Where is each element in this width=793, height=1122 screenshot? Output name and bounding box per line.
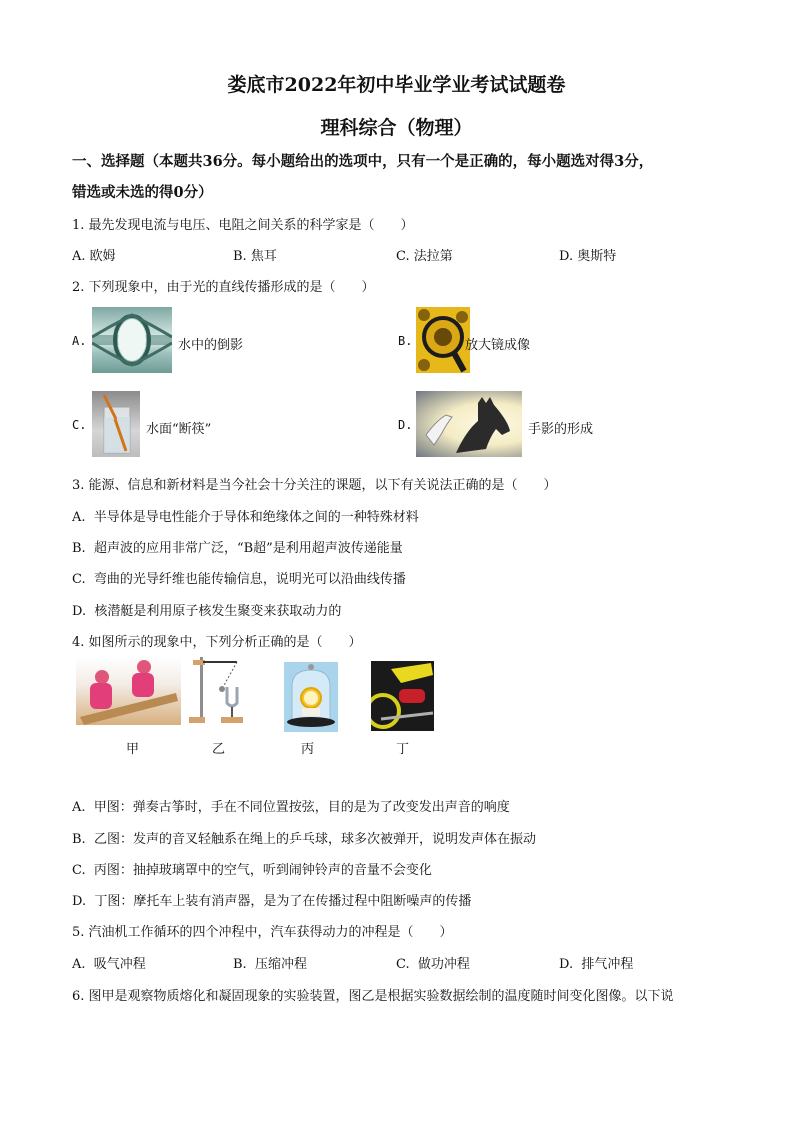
question-2-stem: 2. 下列现象中，由于光的直线传播形成的是（ ）	[72, 280, 375, 295]
bell-jar-clock-image	[284, 662, 338, 732]
q2-option-b-label: B.	[398, 334, 413, 348]
q4-figure-label-ding: 丁	[396, 742, 410, 757]
section-heading-line2: 错选或未选的得0分）	[72, 184, 213, 201]
q2-option-a-caption: 水中的倒影	[178, 338, 244, 353]
q3-option-c: C. 弯曲的光导纤维也能传输信息，说明光可以沿曲线传播	[72, 572, 406, 587]
q1-option-d: D. 奥斯特	[559, 249, 617, 264]
q3-option-a: A. 半导体是导电性能介于导体和绝缘体之间的一种特殊材料	[72, 510, 419, 525]
q4-figure-label-bing: 丙	[301, 742, 315, 757]
q2-option-d-caption: 手影的形成	[528, 422, 594, 437]
hand-shadow-image	[416, 391, 522, 457]
q2-option-a-label: A.	[72, 334, 87, 348]
bridge-reflection-image	[92, 307, 172, 373]
q5-option-b: B. 压缩冲程	[233, 957, 307, 972]
question-1-stem: 1. 最先发现电流与电压、电阻之间关系的科学家是（ ）	[72, 218, 414, 233]
q1-option-b: B. 焦耳	[233, 249, 277, 264]
q4-option-d: D. 丁图：摩托车上装有消声器，是为了在传播过程中阻断噪声的传播	[72, 894, 472, 909]
q3-option-b: B. 超声波的应用非常广泛，“B超”是利用超声波传递能量	[72, 541, 403, 556]
q1-option-a: A. 欧姆	[72, 249, 116, 264]
question-5-stem: 5. 汽油机工作循环的四个冲程中，汽车获得动力的冲程是（ ）	[72, 925, 453, 940]
q2-option-c-label: C.	[72, 418, 87, 432]
q2-option-c-caption: 水面“断筷”	[146, 422, 212, 437]
magnifier-image	[416, 307, 470, 373]
motorcycle-muffler-image	[371, 661, 434, 731]
q5-option-a: A. 吸气冲程	[72, 957, 146, 972]
q1-option-c: C. 法拉第	[396, 249, 453, 264]
question-3-stem: 3. 能源、信息和新材料是当今社会十分关注的课题，以下有关说法正确的是（ ）	[72, 478, 557, 493]
chopstick-in-water-image	[92, 391, 140, 457]
q4-figure-label-yi: 乙	[212, 742, 226, 757]
q3-option-d: D. 核潜艇是利用原子核发生聚变来获取动力的	[72, 604, 342, 619]
q4-option-c: C. 丙图：抽掉玻璃罩中的空气，听到闹钟铃声的音量不会变化	[72, 863, 432, 878]
q5-option-d: D. 排气冲程	[559, 957, 634, 972]
q5-option-c: C. 做功冲程	[396, 957, 470, 972]
q2-option-d-label: D.	[398, 418, 413, 432]
tuning-fork-image	[187, 655, 249, 727]
guzheng-image	[76, 657, 181, 725]
q2-option-b-caption: 放大镜成像	[465, 338, 531, 353]
page-subtitle: 理科综合（物理）	[320, 117, 473, 139]
question-4-stem: 4. 如图所示的现象中，下列分析正确的是（ ）	[72, 635, 362, 650]
q4-option-a: A. 甲图：弹奏古筝时，手在不同位置按弦，目的是为了改变发出声音的响度	[72, 800, 510, 815]
q4-option-b: B. 乙图：发声的音叉轻触系在绳上的乒乓球，球多次被弹开，说明发声体在振动	[72, 832, 536, 847]
question-6-stem: 6. 图甲是观察物质熔化和凝固现象的实验装置，图乙是根据实验数据绘制的温度随时间变化图像。以下说	[72, 989, 674, 1004]
q4-figure-label-jia: 甲	[126, 742, 140, 757]
page-title: 娄底市2022年初中毕业学业考试试题卷	[227, 74, 566, 96]
section-heading-line1: 一、选择题（本题共36分。每小题给出的选项中，只有一个是正确的，每小题选对得3分，	[72, 153, 654, 170]
